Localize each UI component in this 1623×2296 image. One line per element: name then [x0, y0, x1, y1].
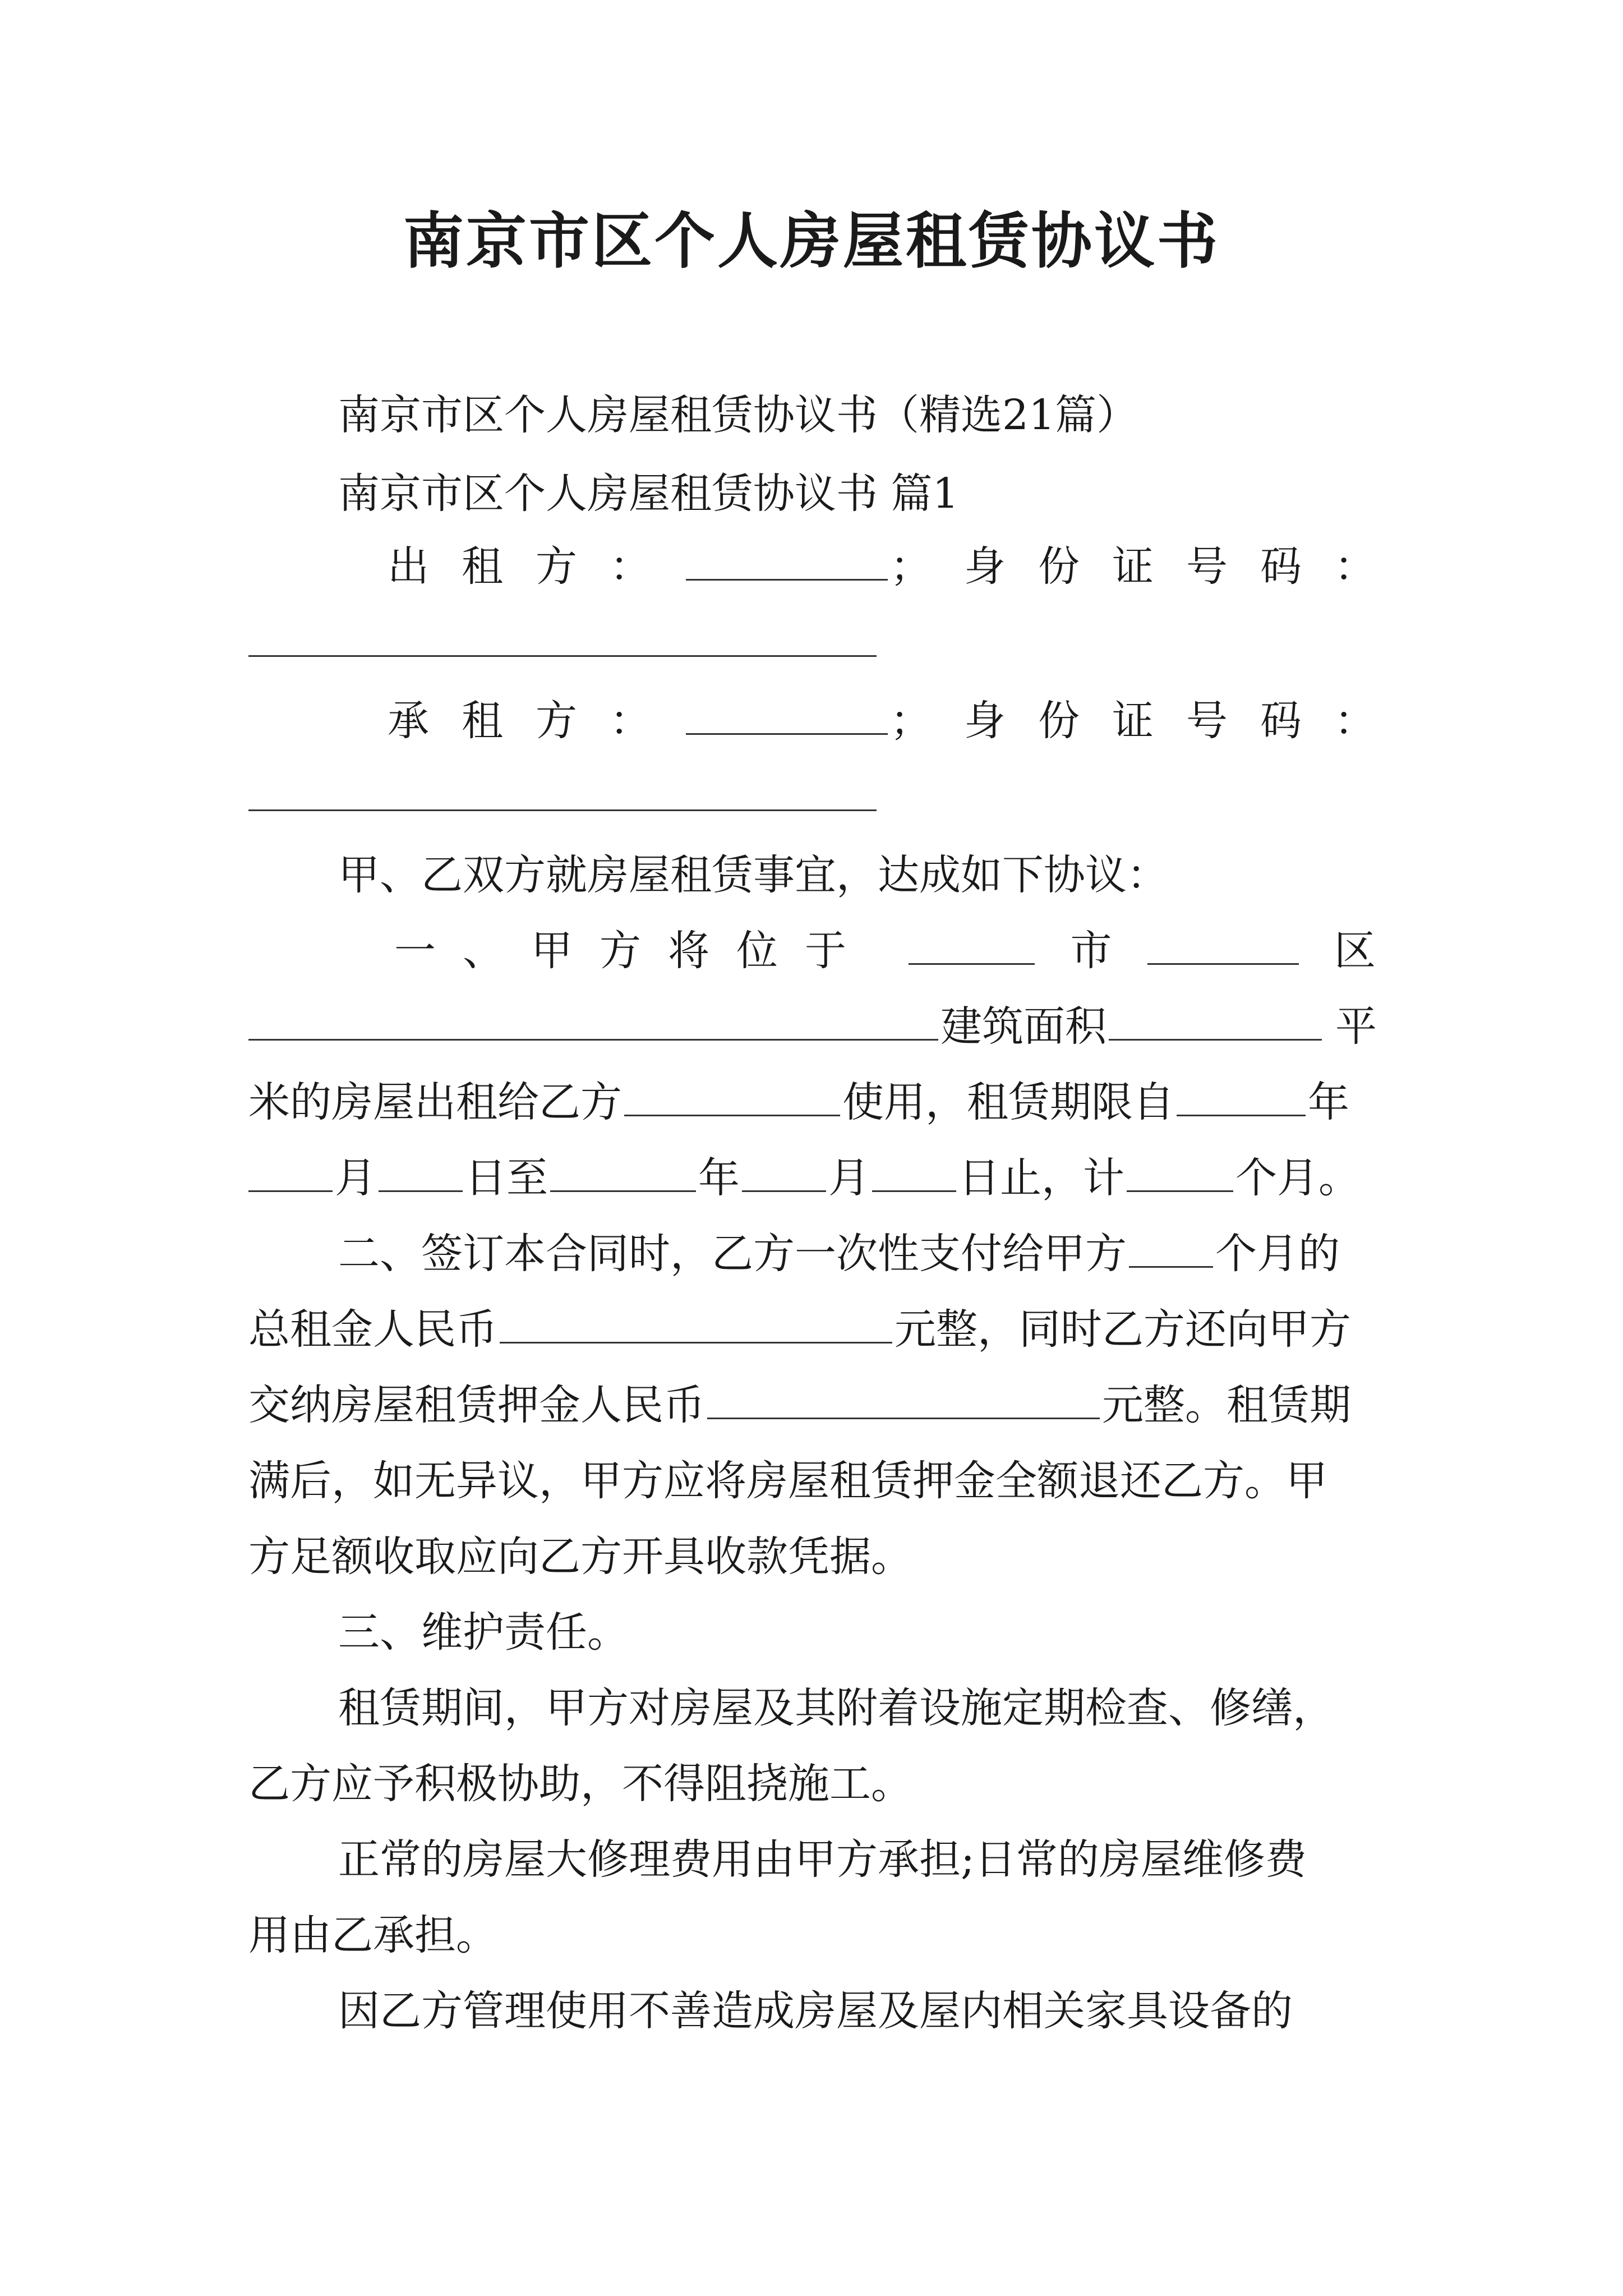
intro-paragraph: 甲、乙双方就房屋租赁事宜，达成如下协议：: [338, 851, 1168, 899]
end-day-blank: [872, 1151, 956, 1192]
article-heading: 南京市区个人房屋租赁协议书 篇1: [338, 470, 959, 518]
lessee-id-label: ；身份证号码：: [890, 697, 1408, 745]
clause2-line3: [248, 1377, 1376, 1433]
clause2-line4: 满后，如无异议，甲方应将房屋租赁押金全额退还乙方。甲: [248, 1457, 1327, 1505]
lessor-id-label: ；身份证号码：: [890, 542, 1408, 591]
clause3-para1-line2: 乙方应予积极协助，不得阻挠施工。: [248, 1760, 912, 1808]
clause1-text: 日止，计: [958, 1154, 1124, 1202]
end-month-blank: [742, 1151, 826, 1192]
clause2-text: 元整。租赁期: [1102, 1381, 1351, 1429]
document-title: 南京市区个人房屋租赁协议书: [403, 206, 1220, 277]
clause1-line4: [248, 1150, 1376, 1206]
clause1-text: 月: [828, 1154, 870, 1202]
clause1-text: 平: [1335, 1002, 1377, 1051]
deposit-blank: [707, 1378, 1100, 1419]
clause3-para2-line2: 用由乙承担。: [248, 1911, 497, 1959]
lessor-id-blank: [248, 655, 877, 657]
clause1-text: 使用，租赁期限自: [842, 1078, 1174, 1126]
clause3-para1-line1: 租赁期间，甲方对房屋及其附着设施定期检查、修缮，: [338, 1684, 1334, 1732]
clause1-text: 日至: [465, 1154, 548, 1202]
lessee-line: [338, 693, 1408, 749]
clause1-text: 一、甲方将位于: [394, 927, 873, 975]
clause2-text: 元整，同时乙方还向甲方: [895, 1305, 1351, 1354]
clause1-text: 市: [1070, 927, 1112, 975]
clause2-text: 二、签订本合同时，乙方一次性支付给甲方: [338, 1230, 1127, 1278]
clause1-text: 区: [1334, 927, 1376, 975]
lessee-label: 承租方：: [388, 697, 684, 745]
clause2-text: 交纳房屋租赁押金人民币: [248, 1381, 705, 1429]
start-month-blank: [248, 1151, 333, 1192]
months-blank: [1127, 1151, 1233, 1192]
lessor-name-blank: [686, 540, 888, 581]
clause3-para3-line1: 因乙方管理使用不善造成房屋及屋内相关家具设备的: [338, 1987, 1293, 2035]
start-year-blank: [1177, 1075, 1306, 1116]
subtitle: 南京市区个人房屋租赁协议书（精选21篇）: [338, 391, 1138, 439]
clause1-text: 建筑面积: [940, 1002, 1106, 1051]
lessee-id-blank: [248, 809, 877, 811]
district-blank: [1147, 924, 1299, 965]
lessor-label: 出租方：: [388, 542, 684, 591]
clause1-text: 月: [335, 1154, 376, 1202]
start-day-blank: [379, 1151, 463, 1192]
address-blank: [248, 1000, 938, 1041]
clause1-line3: [248, 1074, 1376, 1130]
clause3-heading: 三、维护责任。: [338, 1608, 629, 1657]
clause1-line2: [248, 999, 1376, 1055]
lessor-line: [338, 539, 1408, 595]
clause2-line2: [248, 1301, 1376, 1358]
clause1-text: 米的房屋出租给乙方: [248, 1078, 622, 1126]
clause1-text: 年: [1308, 1078, 1349, 1126]
clause1-text: 年: [698, 1154, 740, 1202]
total-rent-blank: [500, 1303, 892, 1343]
city-blank: [909, 924, 1035, 965]
clause2-text: 个月的: [1215, 1230, 1340, 1278]
clause2-line1: [338, 1226, 1376, 1282]
clause2-text: 总租金人民币: [248, 1305, 497, 1354]
clause3-para2-line1: 正常的房屋大修理费用由甲方承担;日常的房屋维修费: [338, 1835, 1307, 1884]
area-blank: [1109, 1000, 1322, 1041]
months-paid-blank: [1129, 1227, 1213, 1268]
clause1-text: 个月。: [1235, 1154, 1360, 1202]
clause2-line5: 方足额收取应向乙方开具收款凭据。: [248, 1533, 912, 1581]
use-blank: [624, 1075, 840, 1116]
lessee-name-blank: [686, 694, 888, 735]
clause1-line1: [338, 923, 1376, 979]
end-year-blank: [550, 1151, 696, 1192]
